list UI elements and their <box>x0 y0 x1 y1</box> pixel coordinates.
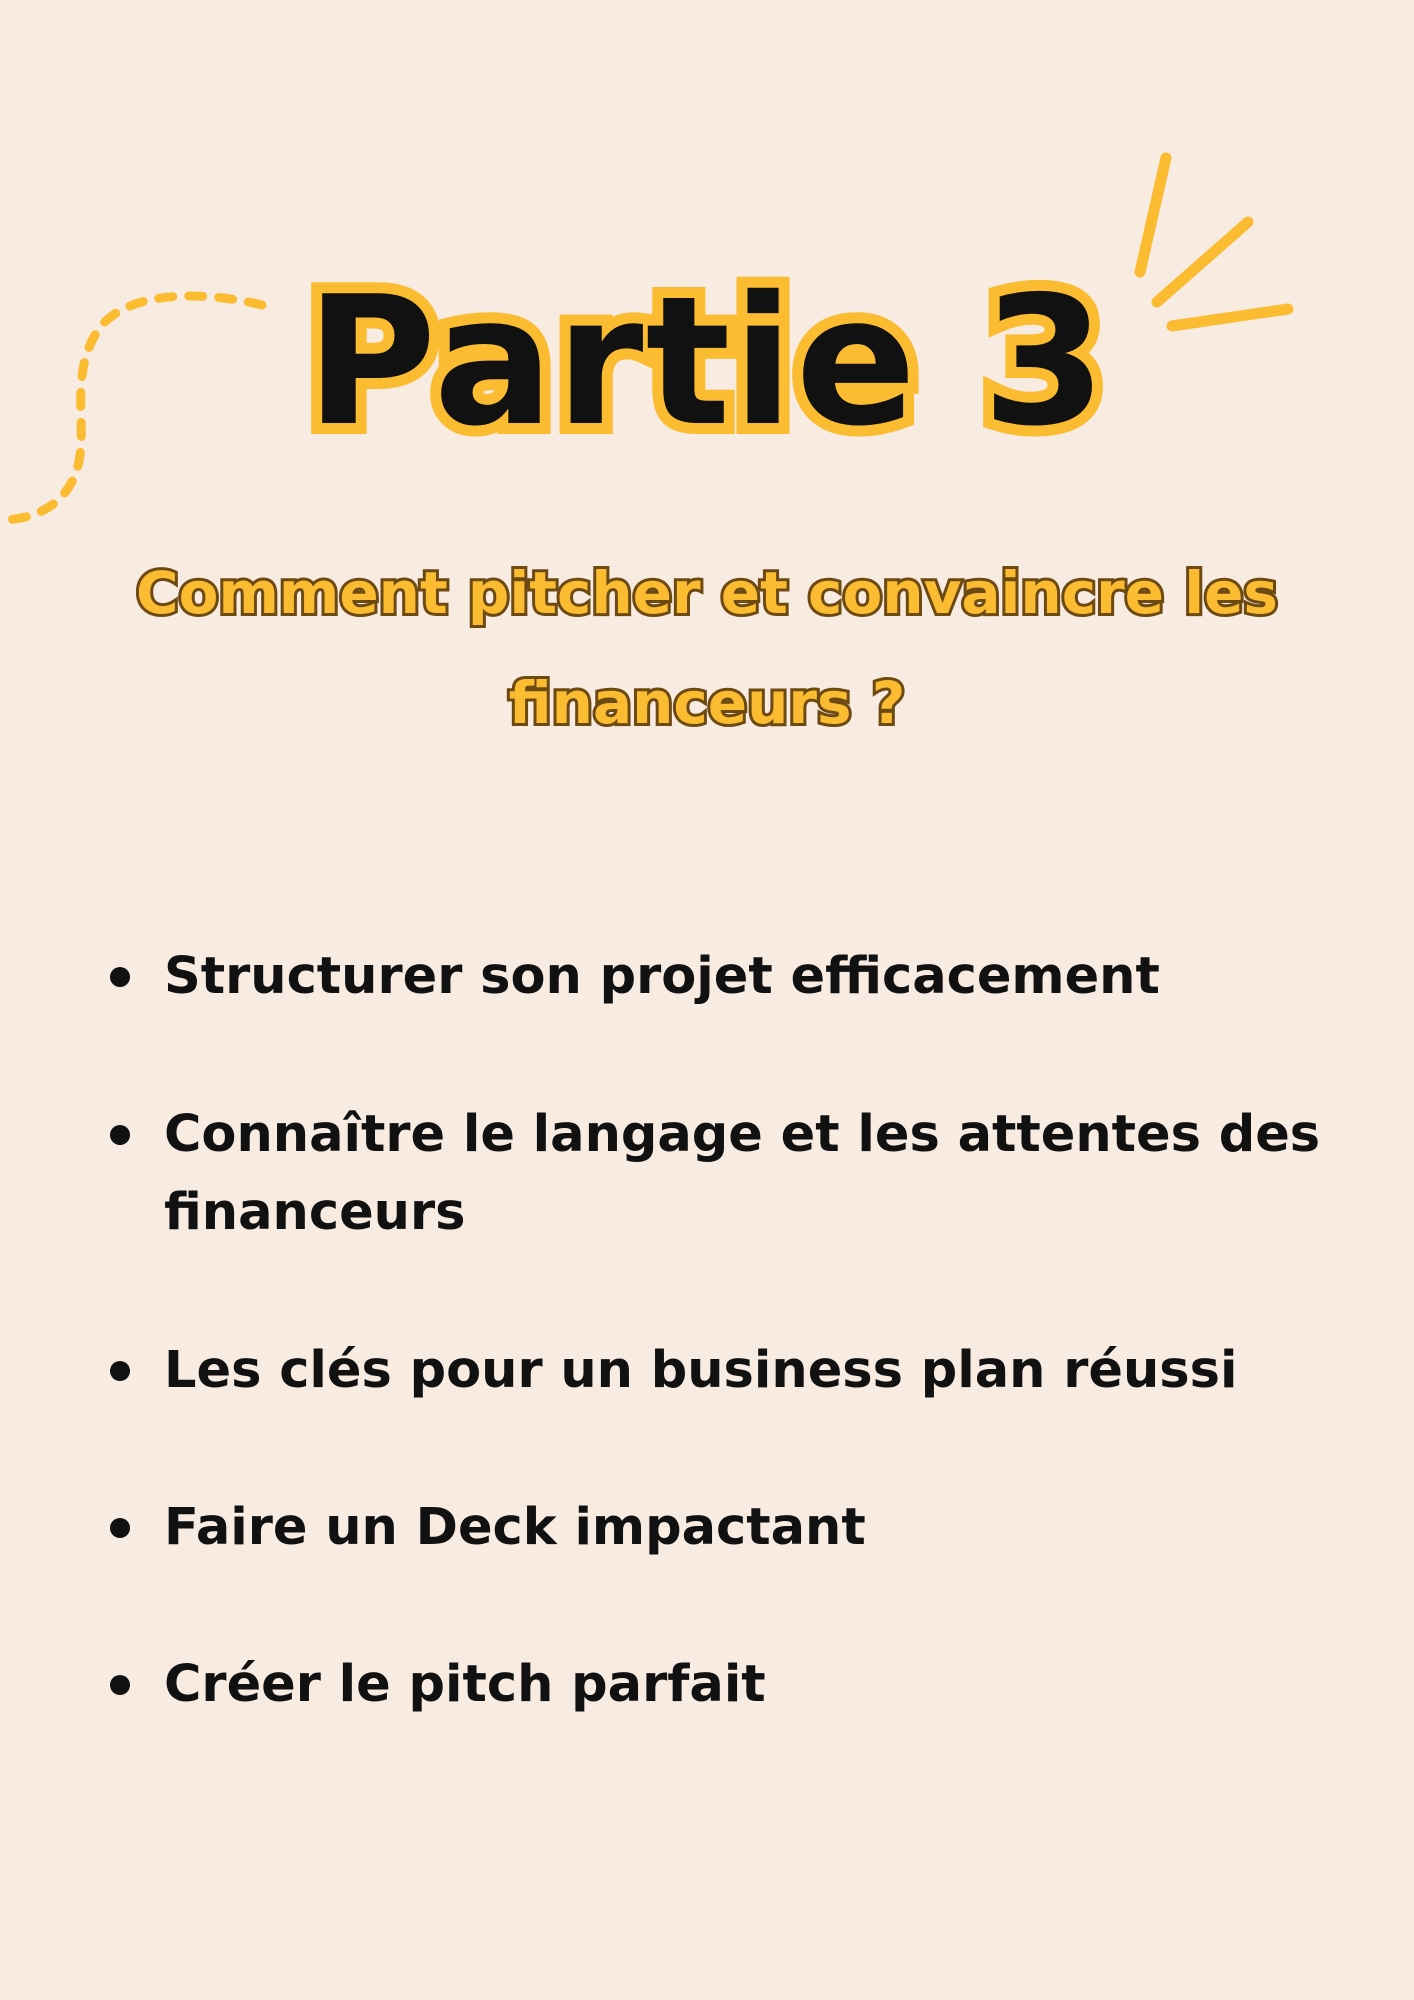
bullet-icon <box>110 1125 130 1145</box>
list-item-text: Les clés pour un business plan réussi <box>164 1341 1238 1400</box>
list-item <box>110 938 1330 1016</box>
page-title: Partie 3 <box>305 258 1109 465</box>
bullet-icon <box>110 1361 130 1381</box>
list-item <box>110 1489 1330 1567</box>
list-item <box>110 1332 1330 1410</box>
bullet-icon <box>110 1518 130 1538</box>
list-item-text: Créer le pitch parfait <box>164 1655 766 1714</box>
list-item-text: Connaître le langage et les attentes des financeurs <box>164 1105 1321 1242</box>
list-item-text: Structurer son projet efficacement <box>164 947 1160 1006</box>
list-item <box>110 1096 1330 1252</box>
bullet-icon <box>110 1675 130 1695</box>
bullet-icon <box>110 967 130 987</box>
page-subtitle: Comment pitcher et convaincre les financeurs ? <box>136 559 1278 737</box>
list-item <box>110 1646 1330 1724</box>
list-item-text: Faire un Deck impactant <box>164 1498 866 1557</box>
